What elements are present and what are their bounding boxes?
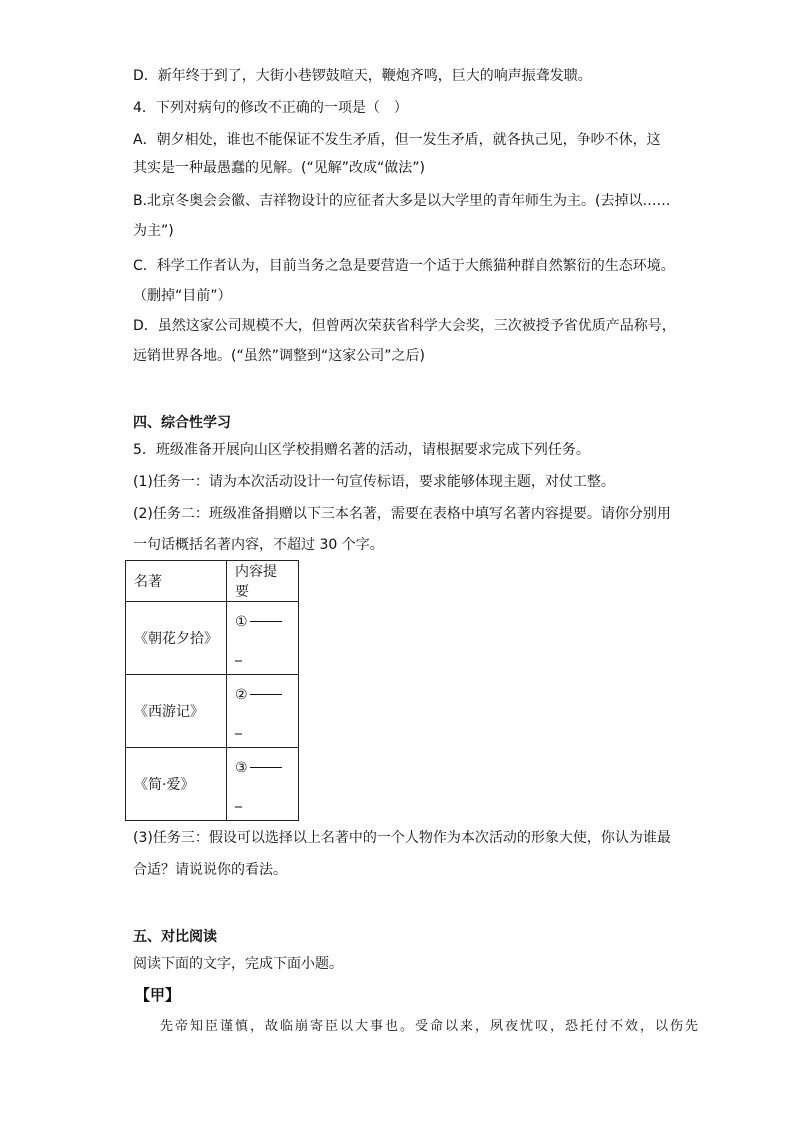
blank-tail: _: [235, 719, 242, 735]
option-c-line1: C．科学工作者认为，目前当务之急是要营造一个适于大熊猫种群自然繁衍的生态环境。: [133, 258, 675, 274]
option-c-line2: （删掉“目前”）: [133, 288, 232, 304]
option-b-line1: B.北京冬奥会会徽、吉祥物设计的应征者大多是以大学里的青年师生为主。(去掉以……: [133, 193, 671, 209]
circled-number: ③: [235, 760, 248, 776]
summary-cell[interactable]: [227, 675, 299, 748]
blank-tail: _: [235, 792, 242, 808]
question-4: 4．下列对病句的修改不正确的一项是（ ）: [133, 100, 408, 116]
circled-number: ②: [235, 687, 248, 703]
table-header-row: [126, 561, 299, 602]
header-book: 名著: [126, 561, 227, 602]
answer-blank[interactable]: [250, 767, 282, 768]
task-3-line1: (3)任务三：假设可以选择以上名著中的一个人物作为本次活动的形象大使，你认为谁最: [133, 830, 671, 846]
circled-number: ①: [235, 614, 248, 630]
book-title: 《朝花夕拾》: [126, 602, 227, 675]
book-title: 《简·爱》: [126, 748, 227, 821]
summary-cell[interactable]: [227, 748, 299, 821]
table-row: [126, 602, 299, 675]
books-table: [125, 560, 299, 821]
table-row: [126, 748, 299, 821]
passage-jia-label: 【甲】: [135, 986, 181, 1004]
option-d-q3: D．新年终于到了，大街小巷锣鼓喧天，鞭炮齐鸣，巨大的响声振聋发聩。: [133, 68, 592, 84]
task-2-line1: (2)任务二：班级准备捐赠以下三本名著，需要在表格中填写名著内容提要。请你分别用: [133, 506, 671, 522]
summary-cell[interactable]: [227, 602, 299, 675]
reading-instruction: 阅读下面的文字，完成下面小题。: [133, 956, 343, 972]
section-5-heading: 五、对比阅读: [133, 929, 217, 945]
table-row: [126, 675, 299, 748]
task-3-line2: 合适？请说说你的看法。: [133, 862, 287, 878]
blank-tail: _: [235, 646, 242, 662]
header-summary: 内容提要: [227, 561, 299, 602]
passage-jia-text: 先帝知臣谨慎，故临崩寄臣以大事也。受命以来，夙夜忧叹，恐托付不效，以伤先: [160, 1019, 701, 1034]
answer-blank[interactable]: [250, 621, 282, 622]
task-1: (1)任务一：请为本次活动设计一句宣传标语，要求能够体现主题，对仗工整。: [133, 474, 615, 490]
option-a-line2: 其实是一种最愚蠢的见解。(“见解”改成“做法”): [133, 160, 425, 176]
section-4-heading: 四、综合性学习: [133, 415, 231, 431]
option-b-line2: 为主”): [133, 223, 174, 239]
book-title: 《西游记》: [126, 675, 227, 748]
option-d-line1: D．虽然这家公司规模不大，但曾两次荣获省科学大会奖，三次被授予省优质产品称号，: [133, 318, 676, 334]
option-a-line1: A．朝夕相处，谁也不能保证不发生矛盾，但一发生矛盾，就各执己见，争吵不休，这: [133, 132, 661, 148]
option-d-line2: 远销世界各地。(“虽然”调整到“这家公司”之后): [133, 348, 425, 364]
answer-blank[interactable]: [250, 694, 282, 695]
question-5: 5．班级准备开展向山区学校捐赠名著的活动，请根据要求完成下列任务。: [133, 442, 590, 458]
task-2-line2: 一句话概括名著内容，不超过 30 个字。: [133, 537, 384, 553]
